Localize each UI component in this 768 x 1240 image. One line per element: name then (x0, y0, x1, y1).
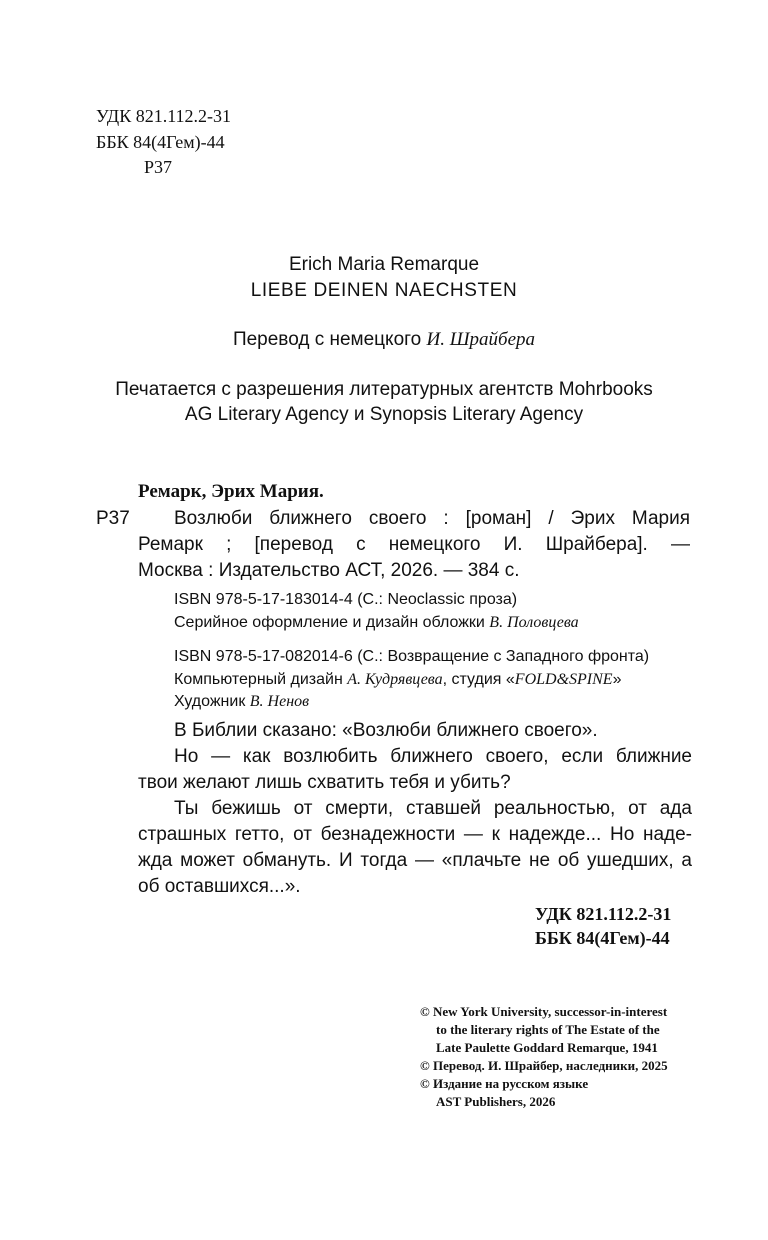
translation-line (0, 328, 768, 352)
copyright-3-line-1: © Издание на русском языке (420, 1076, 589, 1091)
annotation-p3-line-1: Ты бежишь от смерти, ставшей реальностью, от ада (174, 798, 692, 819)
record-line-1: Возлюби ближнего своего : [роман] / Эрих Мария (174, 508, 690, 529)
design-2 (174, 668, 621, 691)
studio-prefix: , студия « (442, 671, 515, 688)
original-author: Erich Maria Remarque (288, 254, 480, 275)
annotation-p3-line-3: жда может обмануть. И тогда — «плачьте не об ушедших, а (138, 850, 692, 871)
design-1-prefix: Серийное оформление и дизайн обложки (174, 614, 490, 631)
copyright-3-line-2: AST Publishers, 2026 (436, 1094, 556, 1109)
design-2-prefix: Компьютерный дизайн (174, 671, 348, 688)
annotation-p2-line-1: Но — как возлюбить ближнего своего, если ближние (174, 746, 692, 767)
copyright-1-line-3: Late Paulette Goddard Remarque, 1941 (436, 1040, 658, 1055)
studio-suffix: » (612, 671, 622, 688)
bbk-bottom: ББК 84(4Гем)-44 (535, 928, 670, 948)
annotation-p1: В Библии сказано: «Возлюби ближнего своего». (174, 720, 598, 741)
isbn-1: ISBN 978-5-17-183014-4 (С.: Neoclassic проза) (174, 591, 518, 608)
bbk-top: ББК 84(4Гем)-44 (96, 132, 225, 152)
copyright-1-line-1: © New York University, successor-in-interest (420, 1004, 668, 1019)
artist-prefix: Художник (174, 693, 250, 710)
annotation-p3-line-2: страшных гетто, от безнадежности — к надежде... Но наде- (138, 824, 692, 845)
designer-1: В. Половцева (489, 614, 579, 631)
annotation-p2-line-2: твои желают лишь схватить тебя и убить? (138, 772, 511, 793)
original-title: LIEBE DEINEN NAECHSTEN (250, 280, 518, 301)
copyright-1-line-2: to the literary rights of The Estate of the (436, 1022, 660, 1037)
author-mark-top: Р37 (144, 157, 173, 177)
record-heading: Ремарк, Эрих Мария. (138, 481, 324, 502)
studio-name: FOLD&SPINE (514, 671, 613, 688)
isbn-2: ISBN 978-5-17-082014-6 (С.: Возвращение с Западного фронта) (174, 648, 650, 665)
udk-top: УДК 821.112.2-31 (96, 106, 232, 126)
artist-line (174, 690, 309, 713)
copyright-2: © Перевод. И. Шрайбер, наследники, 2025 (420, 1058, 668, 1073)
designer-2: А. Кудрявцева (347, 671, 443, 688)
design-1 (174, 611, 579, 634)
record-line-3: Москва : Издательство АСТ, 2026. — 384 с. (138, 560, 520, 581)
permission-line-1: Печатается с разрешения литературных агентств Mohrbooks (115, 379, 653, 400)
annotation-p3-line-4: об оставшихся...». (138, 876, 301, 897)
translation-prefix: Перевод с немецкого (232, 329, 427, 350)
record-mark: Р37 (96, 508, 130, 529)
record-line-2: Ремарк ; [перевод с немецкого И. Шрайбера]. — (138, 534, 690, 555)
permission-line-2: AG Literary Agency и Synopsis Literary Agency (184, 404, 584, 425)
artist-name: В. Ненов (249, 693, 310, 710)
translator-name: И. Шрайбера (426, 329, 536, 350)
udk-bottom: УДК 821.112.2-31 (535, 904, 672, 924)
